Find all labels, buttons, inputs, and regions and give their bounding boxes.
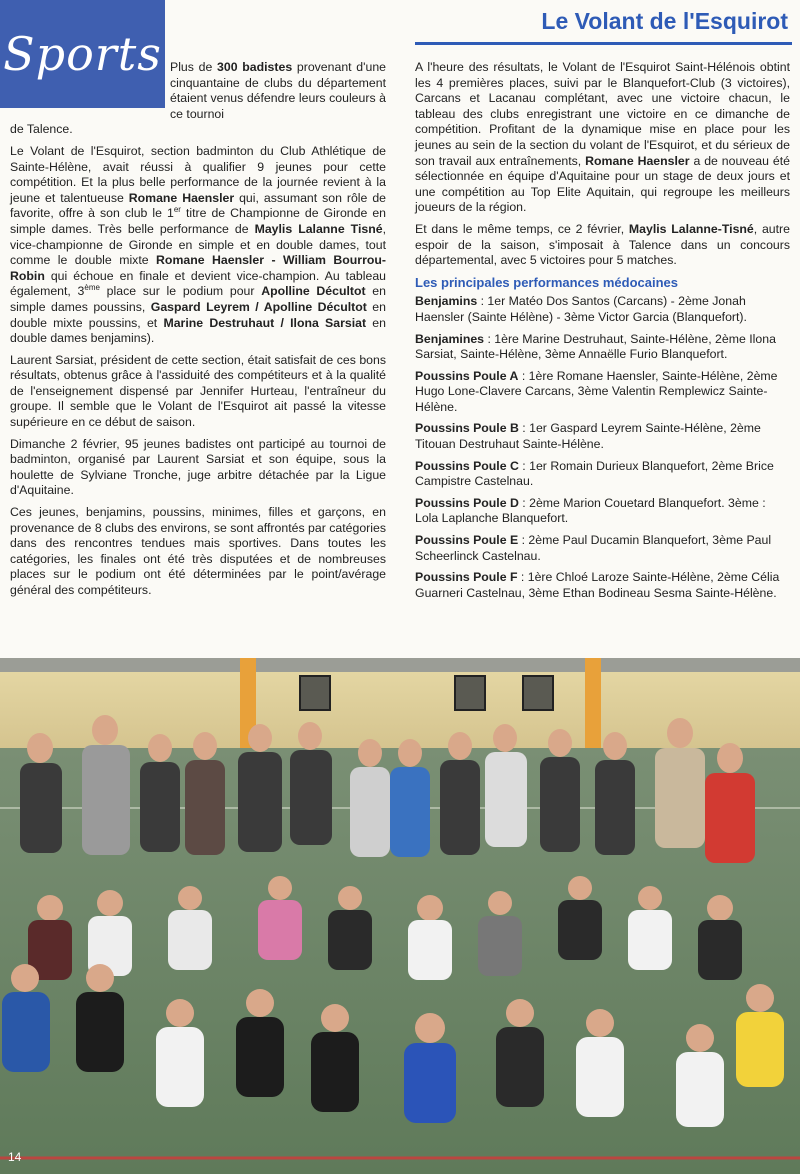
performances-list — [415, 294, 790, 601]
text: , vice-championne de Gironde en simple et en double dames, tout comme le double mixte — [10, 221, 386, 268]
performance-category: Poussins Poule E — [415, 533, 519, 548]
performance-category: Poussins Poule D — [415, 495, 519, 510]
group-photo — [0, 658, 800, 1174]
text: A l'heure des résultats, le Volant de l'Esquirot Saint-Hélénois obtint les 4 premières places, suivi par le Blanquefort-Club (3 victoires), Carcans et Lacanau complétant, avec une victoire chacun, le tableau des clubs enregistrant une victoire en ce dimanche de compétition. Profitant de la dynamique mise en place pour les jeunes au sein de la section du volant de l'Esquirot, et du sérieux de son travail aux entraînements, — [415, 60, 790, 168]
right-column — [415, 60, 790, 607]
text: provenant d'une cinquantaine de clubs du département étaient venus défendre leurs couleurs à ce tournoi — [170, 60, 387, 121]
text: a de nouveau été sélectionnée en équipe d'Aquitaine pour un stage de deux jours et une compétition au Top Elite Aquitain, qui regroupe les meilleurs joueurs de la région. — [415, 153, 790, 215]
paragraph-president: Laurent Sarsiat, président de cette section, était satisfait de ces bons résultats, obtenus grâce à l'assiduité des compétiteurs et à la qualité de l'enseignement dispensé par Jennifer Hurteau, l'entraîneur du groupe. Il semble que le Volant de l'Esquirot ait passé la vitesse supérieure en ce début de saison. — [10, 352, 386, 430]
text: en simple dames poussins, — [10, 284, 386, 314]
athlete-name: Maylis Lalanne-Tisné — [628, 221, 754, 236]
performance-item — [415, 294, 790, 325]
performance-item — [415, 570, 790, 601]
performance-category: Benjamins — [415, 294, 478, 309]
performance-category: Benjamines — [415, 331, 485, 346]
text: qui, assumant son rôle de favorite, offre à son club le 1 — [10, 190, 386, 221]
group-photo-illustration — [0, 658, 800, 1174]
text: Et dans le même temps, ce 2 février, — [415, 221, 629, 236]
performance-category: Poussins Poule F — [415, 570, 518, 585]
performance-text: : 1ère Chloé Laroze Sainte-Hélène, 2ème Célia Guarneri Castelnau, 3ème Ethan Bodineau Sesma Sainte-Hélène. — [415, 570, 780, 600]
ordinal: ème — [84, 283, 100, 293]
paragraph-club-results — [415, 60, 790, 216]
text: Le Volant de l'Esquirot, section badminton du Club Athlétique de Sainte-Hélène, avait réussi à qualifier 9 jeunes pour cette compétition. Et la plus belle performance de la journée revient à la jeune et talentueuse — [10, 143, 386, 205]
performance-text: : 1ère Marine Destruhaut, Sainte-Hélène, 2ème Ilona Sarsiat, Sainte-Hélène, 3ème Annaëlle Furio Blanquefort. — [415, 331, 776, 362]
text: qui échoue en finale et devient vice-champion. Au tableau également, 3 — [10, 268, 386, 299]
performance-text: : 2ème Marion Couetard Blanquefort. 3ème : Lola Laplanche Blanquefort. — [415, 495, 766, 526]
paragraph-tournament: Dimanche 2 février, 95 jeunes badistes ont participé au tournoi de badminton, organisé par Laurent Sarsiat et son équipe, sous la houlette de Sylviane Tronche, juge arbitre détachée par la Ligue d'Aquitaine. — [10, 436, 386, 498]
athlete-name: Apolline Décultot — [261, 284, 366, 299]
performance-category: Poussins Poule B — [415, 421, 519, 436]
intro-paragraph — [10, 60, 386, 122]
article-title: Le Volant de l'Esquirot — [541, 8, 788, 34]
performance-item — [415, 533, 790, 564]
intro-tail: de Talence. — [10, 122, 73, 137]
athlete-name: Romane Haensler — [585, 153, 690, 168]
paragraph-categories: Ces jeunes, benjamins, poussins, minimes, filles et garçons, en provenance de 8 clubs des environs, se sont affrontés par catégories dans des rencontres tendues mais sportives. Dans toutes les catégories, les finales ont été très disputées et de nombreuses places sur le podium ont été déterminées par le point/avérage général des compétiteurs. — [10, 505, 386, 597]
performance-item — [415, 459, 790, 490]
text: en double dames benjamins). — [10, 315, 386, 346]
performance-text: : 2ème Paul Ducamin Blanquefort, 3ème Paul Scheerlinck Castelnau. — [415, 533, 772, 563]
performance-category: Poussins Poule A — [415, 368, 519, 383]
paragraph-maylis — [415, 222, 790, 269]
athlete-name: Romane Haensler - William Bourrou-Robin — [10, 253, 386, 283]
left-column — [10, 60, 386, 605]
section-label: Sports — [3, 27, 162, 81]
performance-text: : 1er Matéo Dos Santos (Carcans) - 2ème Jonah Haensler (Sainte Hélène) - 3ème Victor Garcia (Blanquefort). — [415, 294, 747, 324]
athlete-name: Maylis Lalanne Tisné — [254, 221, 383, 236]
text: Plus de — [170, 60, 218, 74]
highlight: 300 badistes — [217, 60, 293, 74]
text: en double mixte poussins, et — [10, 299, 386, 330]
athlete-name: Romane Haensler — [128, 190, 235, 205]
performance-item — [415, 369, 790, 416]
performance-item — [415, 496, 790, 527]
performance-text: : 1er Romain Durieux Blanquefort, 2ème Brice Campistre Castelnau. — [415, 458, 774, 489]
performance-category: Poussins Poule C — [415, 458, 519, 473]
paragraph-results — [10, 144, 386, 347]
title-rule — [415, 42, 792, 45]
text: titre de Championne de Gironde en simple dames. Très belle performance de — [10, 206, 386, 236]
athlete-name: Marine Destruhaut / Ilona Sarsiat — [163, 315, 367, 330]
performance-item — [415, 332, 790, 363]
performance-text: : 1ère Romane Haensler, Sainte-Hélène, 2ème Hugo Lone-Clavere Carcans, 3ème Valentin Remplewicz Sainte-Hélène. — [415, 368, 778, 414]
performance-text: : 1er Gaspard Leyrem Sainte-Hélène, 2ème Titouan Destruhaut Sainte-Hélène. — [415, 421, 761, 452]
ordinal: er — [173, 205, 181, 215]
athlete-name: Gaspard Leyrem / Apolline Décultot — [150, 299, 367, 314]
text: , autre espoir de la saison, s'imposait à Talence dans un concours départemental, avec 5 victoires pour 5 matches. — [415, 221, 790, 268]
text: place sur le podium pour — [99, 284, 262, 299]
performance-item — [415, 421, 790, 452]
page-number: 14 — [8, 1150, 22, 1164]
performances-heading: Les principales performances médocaines — [415, 274, 678, 290]
